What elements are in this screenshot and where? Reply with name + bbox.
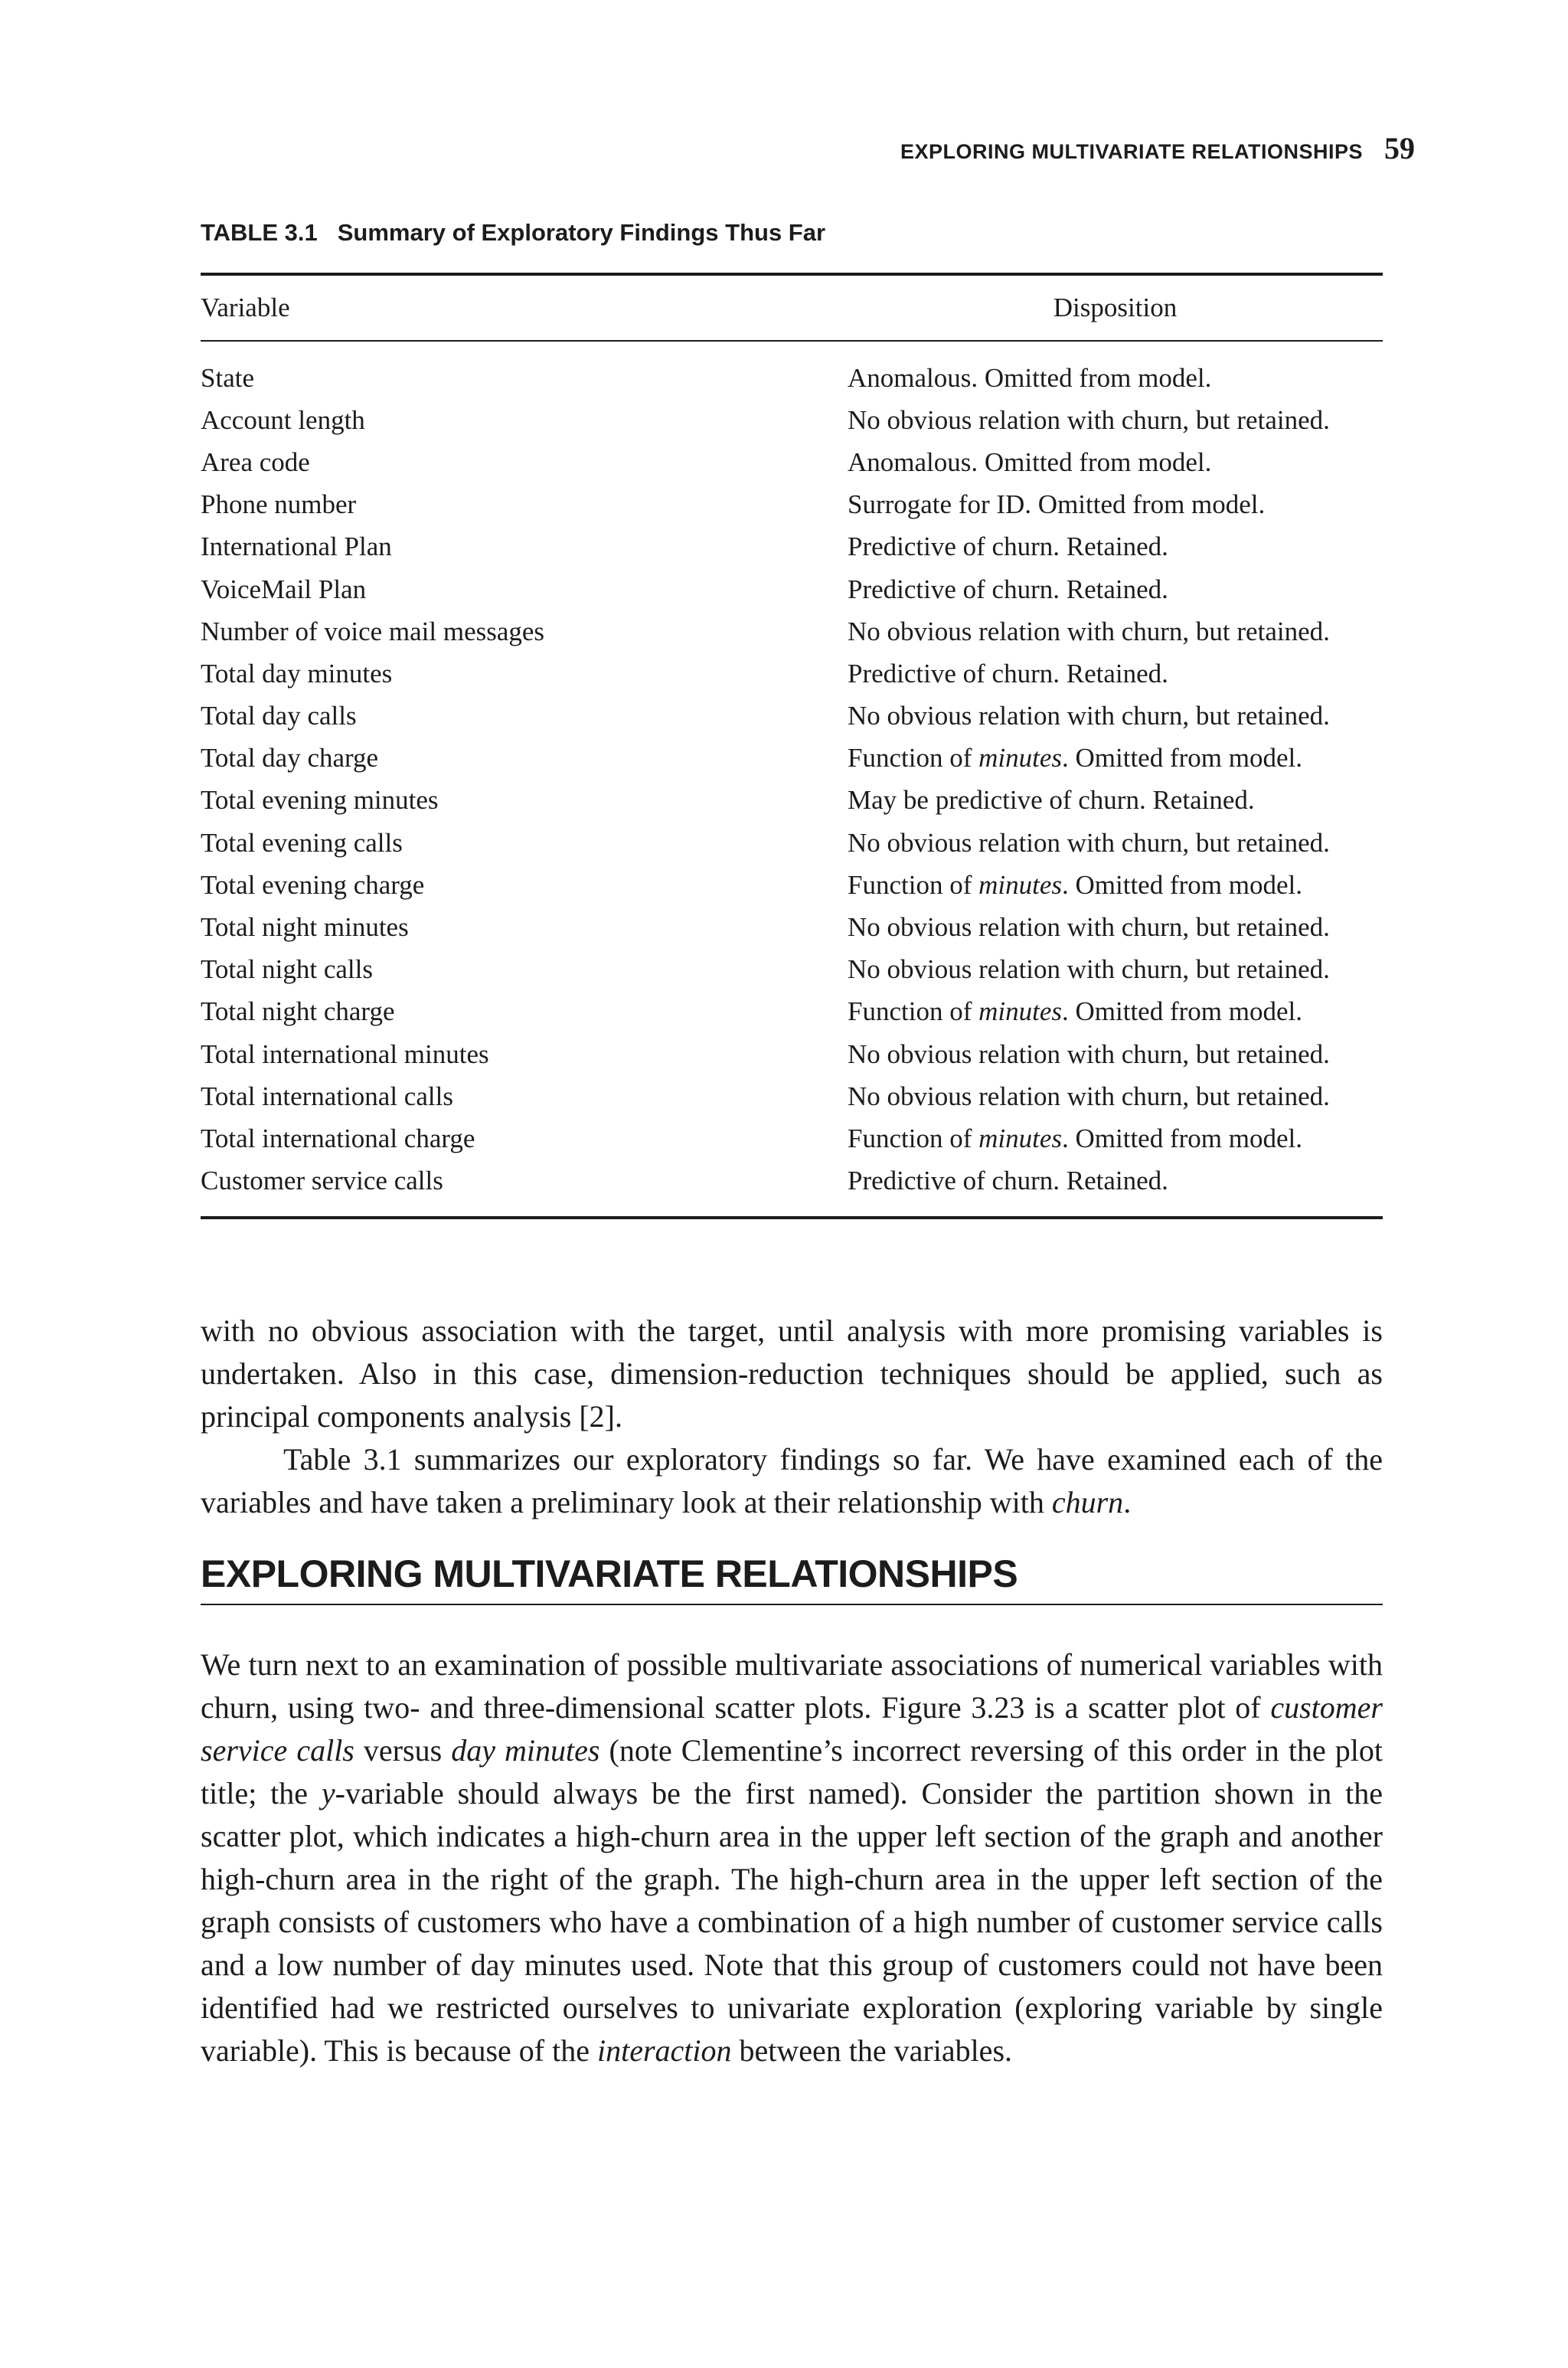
cell-disposition xyxy=(848,531,1383,562)
running-head xyxy=(900,130,1415,166)
table-row xyxy=(201,568,1383,610)
page-number: 59 xyxy=(1384,131,1415,165)
cell-disposition-emphasis: minutes xyxy=(978,996,1062,1027)
table-row xyxy=(201,441,1383,483)
cell-disposition xyxy=(848,405,1383,436)
table-row xyxy=(201,399,1383,441)
cell-disposition xyxy=(848,1081,1383,1112)
table-row xyxy=(201,526,1383,568)
cell-disposition-text: Surrogate for ID. Omitted from model. xyxy=(848,489,1266,520)
cell-variable: International Plan xyxy=(201,531,392,562)
table-row xyxy=(201,610,1383,653)
cell-disposition-text: Anomalous. Omitted from model. xyxy=(848,362,1212,393)
cell-variable: Total day minutes xyxy=(201,658,393,688)
cell-disposition xyxy=(848,912,1383,943)
cell-disposition-text: No obvious relation with churn, but retained. xyxy=(848,1038,1330,1069)
table-row xyxy=(201,738,1383,780)
table-row xyxy=(201,991,1383,1033)
paragraph-table-summary-text: Table 3.1 summarizes our exploratory findings so far. We have examined each of the variables and have taken a preliminary look at their relationship with xyxy=(201,1442,1383,1519)
section-heading-title: EXPLORING MULTIVARIATE RELATIONSHIPS xyxy=(201,1552,1018,1595)
section-heading-rule xyxy=(201,1604,1383,1605)
paragraph-multivariate-text-3: (note Clementine’s incorrect reversing of this order in the plot title; the xyxy=(201,1733,1383,1810)
table-row xyxy=(201,864,1383,906)
paragraph-table-summary xyxy=(201,1438,1383,1524)
cell-disposition-text: No obvious relation with churn, but retained. xyxy=(848,616,1330,646)
findings-table xyxy=(201,273,1383,1219)
cell-disposition-text: May be predictive of churn. Retained. xyxy=(848,785,1255,816)
running-head-title: EXPLORING MULTIVARIATE RELATIONSHIPS xyxy=(900,140,1363,163)
cell-variable: Total evening calls xyxy=(201,827,403,858)
paragraph-multivariate-emphasis-1: customer service calls xyxy=(201,1690,1383,1768)
cell-variable: Number of voice mail messages xyxy=(201,616,545,646)
cell-disposition-text: Function of xyxy=(848,869,979,900)
table-caption-title: Summary of Exploratory Findings Thus Far xyxy=(337,219,826,246)
cell-variable: Phone number xyxy=(201,489,357,520)
cell-disposition-suffix: . Omitted from model. xyxy=(1062,996,1302,1027)
cell-variable: Total night calls xyxy=(201,954,374,985)
cell-variable: Total night charge xyxy=(201,996,395,1027)
paragraph-table-summary-emphasis: churn xyxy=(1051,1485,1124,1519)
table-row xyxy=(201,822,1383,864)
cell-disposition-emphasis: minutes xyxy=(978,869,1062,900)
cell-variable: Total evening minutes xyxy=(201,785,439,816)
table-row xyxy=(201,949,1383,991)
table-caption xyxy=(201,219,825,247)
cell-variable: Customer service calls xyxy=(201,1166,443,1196)
cell-disposition-text: Predictive of churn. Retained. xyxy=(848,574,1168,604)
section-heading xyxy=(201,1552,1383,1605)
cell-variable: Area code xyxy=(201,446,310,477)
table-row xyxy=(201,357,1383,399)
cell-disposition-emphasis: minutes xyxy=(978,743,1062,774)
cell-disposition-text: No obvious relation with churn, but retained. xyxy=(848,827,1330,858)
table-row xyxy=(201,1160,1383,1202)
table-row xyxy=(201,780,1383,822)
paragraph-multivariate-text-2: versus xyxy=(354,1733,452,1768)
paragraph-multivariate-emphasis-4: interaction xyxy=(596,2033,732,2068)
table-row xyxy=(201,695,1383,738)
cell-disposition-text: No obvious relation with churn, but retained. xyxy=(848,404,1330,435)
paragraph-multivariate-emphasis-3: y xyxy=(321,1776,335,1810)
cell-disposition-text: No obvious relation with churn, but retained. xyxy=(848,912,1330,943)
cell-disposition-text: No obvious relation with churn, but retained. xyxy=(848,701,1330,731)
cell-disposition xyxy=(848,659,1383,689)
cell-disposition xyxy=(848,785,1383,816)
header-disposition: Disposition xyxy=(1053,293,1178,322)
cell-disposition xyxy=(848,701,1383,731)
cell-disposition-text: No obvious relation with churn, but retained. xyxy=(848,954,1330,985)
table-row xyxy=(201,1075,1383,1117)
table-row xyxy=(201,653,1383,695)
table-row xyxy=(201,484,1383,526)
table-header-row xyxy=(201,276,1383,340)
cell-disposition xyxy=(848,828,1383,859)
cell-disposition xyxy=(848,1166,1383,1196)
cell-variable: Total night minutes xyxy=(201,912,409,943)
cell-variable: State xyxy=(201,362,254,393)
paragraph-multivariate-emphasis-2: day minutes xyxy=(451,1733,600,1768)
paragraph-multivariate-text-4: -variable should always be the first named). Consider the partition shown in the scatter plot, which indicates a high-churn area in the upper left section of the graph and another high-churn area in the right of the graph. The high-churn area in the upper left section of the graph consists of customers who have a combination of a high number of customer service calls and a low number of day minutes used. Note that this group of customers could not have been identified had we restricted ourselves to univariate exploration (exploring variable by single variable). This is because of the xyxy=(201,1776,1383,2068)
cell-variable: Total international charge xyxy=(201,1123,475,1153)
paragraph-continuation-text: with no obvious association with the target, until analysis with more promising variables is undertaken. Also in this case, dimension-reduction techniques should be applied, such as principal components analysis [2]. xyxy=(201,1313,1383,1434)
cell-disposition xyxy=(848,363,1383,394)
cell-variable: Account length xyxy=(201,404,365,435)
cell-disposition-suffix: . Omitted from model. xyxy=(1062,1123,1302,1153)
cell-disposition-text: No obvious relation with churn, but retained. xyxy=(848,1081,1330,1111)
cell-variable: VoiceMail Plan xyxy=(201,574,367,604)
cell-disposition-text: Function of xyxy=(848,996,979,1027)
cell-disposition xyxy=(848,870,1383,901)
header-variable: Variable xyxy=(201,293,290,322)
cell-disposition xyxy=(848,1039,1383,1070)
table-bottom-rule xyxy=(201,1216,1383,1219)
cell-variable: Total international minutes xyxy=(201,1038,489,1069)
cell-disposition xyxy=(848,996,1383,1027)
cell-variable: Total day charge xyxy=(201,743,379,774)
cell-disposition-text: Predictive of churn. Retained. xyxy=(848,658,1168,688)
cell-disposition-text: Function of xyxy=(848,743,979,774)
table-body xyxy=(201,342,1383,1216)
paragraph-table-summary-end: . xyxy=(1123,1485,1132,1519)
table-row xyxy=(201,1033,1383,1075)
paragraph-multivariate-text-5: between the variables. xyxy=(731,2033,1013,2068)
table-row xyxy=(201,1117,1383,1159)
cell-disposition xyxy=(848,617,1383,647)
cell-disposition xyxy=(848,489,1383,520)
cell-variable: Total international calls xyxy=(201,1081,453,1111)
paragraph-continuation xyxy=(201,1310,1383,1438)
cell-disposition xyxy=(848,954,1383,985)
cell-disposition-text: Predictive of churn. Retained. xyxy=(848,1166,1168,1196)
cell-disposition xyxy=(848,743,1383,774)
cell-disposition-emphasis: minutes xyxy=(978,1123,1062,1153)
cell-disposition xyxy=(848,447,1383,478)
cell-variable: Total day calls xyxy=(201,701,357,731)
cell-disposition-text: Predictive of churn. Retained. xyxy=(848,531,1168,562)
paragraph-multivariate-text-1: We turn next to an examination of possible multivariate associations of numerical variables with churn, using two- and three-dimensional scatter plots. Figure 3.23 is a scatter plot of xyxy=(201,1647,1383,1725)
cell-disposition-suffix: . Omitted from model. xyxy=(1062,743,1302,774)
cell-disposition-suffix: . Omitted from model. xyxy=(1062,869,1302,900)
cell-disposition-text: Anomalous. Omitted from model. xyxy=(848,446,1212,477)
cell-disposition-text: Function of xyxy=(848,1123,979,1153)
cell-variable: Total evening charge xyxy=(201,869,425,900)
table-row xyxy=(201,906,1383,948)
paragraph-multivariate xyxy=(201,1644,1383,2072)
cell-disposition xyxy=(848,574,1383,605)
table-caption-label: TABLE 3.1 xyxy=(201,219,318,246)
cell-disposition xyxy=(848,1123,1383,1154)
